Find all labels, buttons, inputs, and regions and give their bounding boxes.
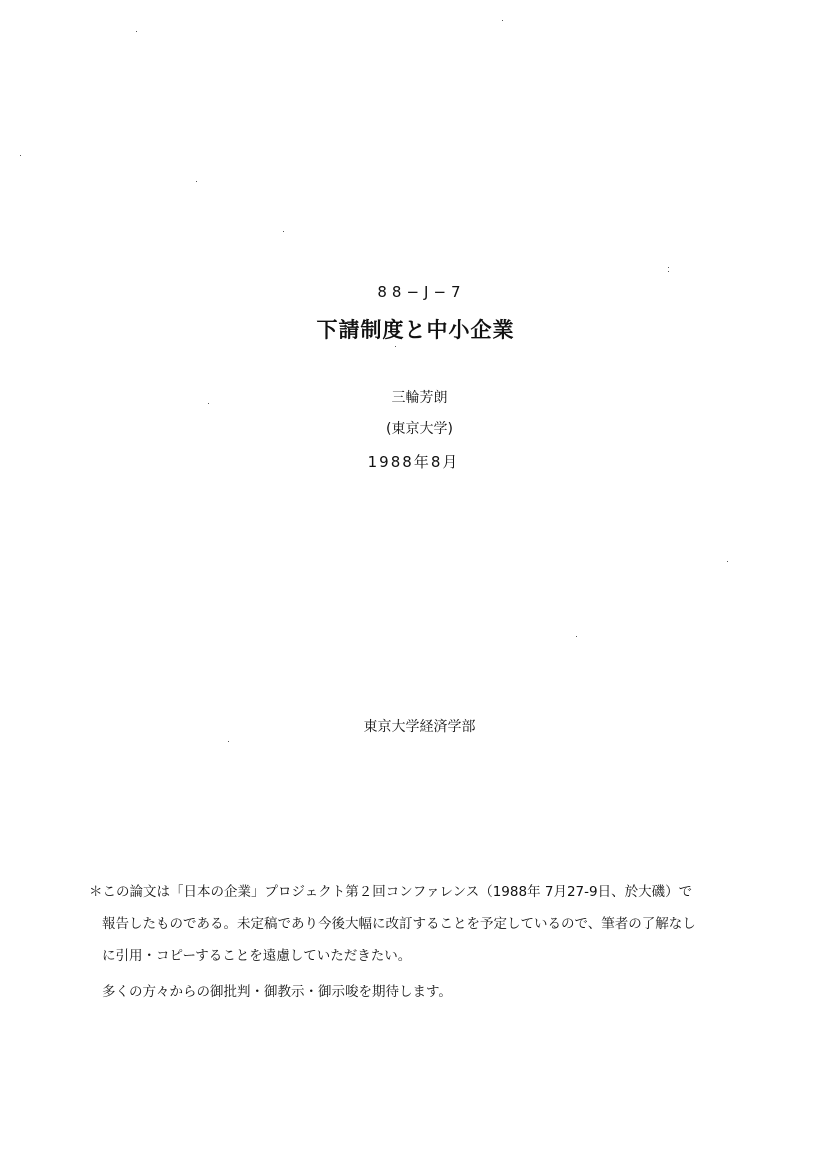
scan-speck [283,231,284,232]
scan-speck [20,155,21,156]
footnote-line: ＊この論文は「日本の企業」プロジェクト第２回コンファレンス（1988年 7月27-9日、於大磯）で [89,884,693,900]
scan-speck [727,561,728,562]
scan-speck [668,271,669,272]
author-affiliation: (東京大学) [386,421,453,437]
paper-id: 88−J−7 [377,283,466,301]
scan-speck [196,181,197,182]
scan-speck [576,636,577,637]
scan-speck [228,741,229,742]
scan-speck [502,20,503,21]
scan-speck [136,31,137,32]
paper-title: 下請制度と中小企業 [316,318,515,342]
scan-speck [395,346,396,347]
footnote-line: に引用・コピーすることを遠慮していただきたい。 [102,948,412,964]
department-name: 東京大学経済学部 [363,719,476,735]
author-name: 三輪芳朗 [391,390,448,406]
footnote-line: 報告したものである。未定稿であり今後大幅に改訂することを予定しているので、筆者の了解なし [102,916,696,932]
footnote-line: 多くの方々からの御批判・御教示・御示唆を期待します。 [102,984,452,1000]
publication-date: 1988年8月 [367,453,460,471]
scan-speck [668,267,669,268]
